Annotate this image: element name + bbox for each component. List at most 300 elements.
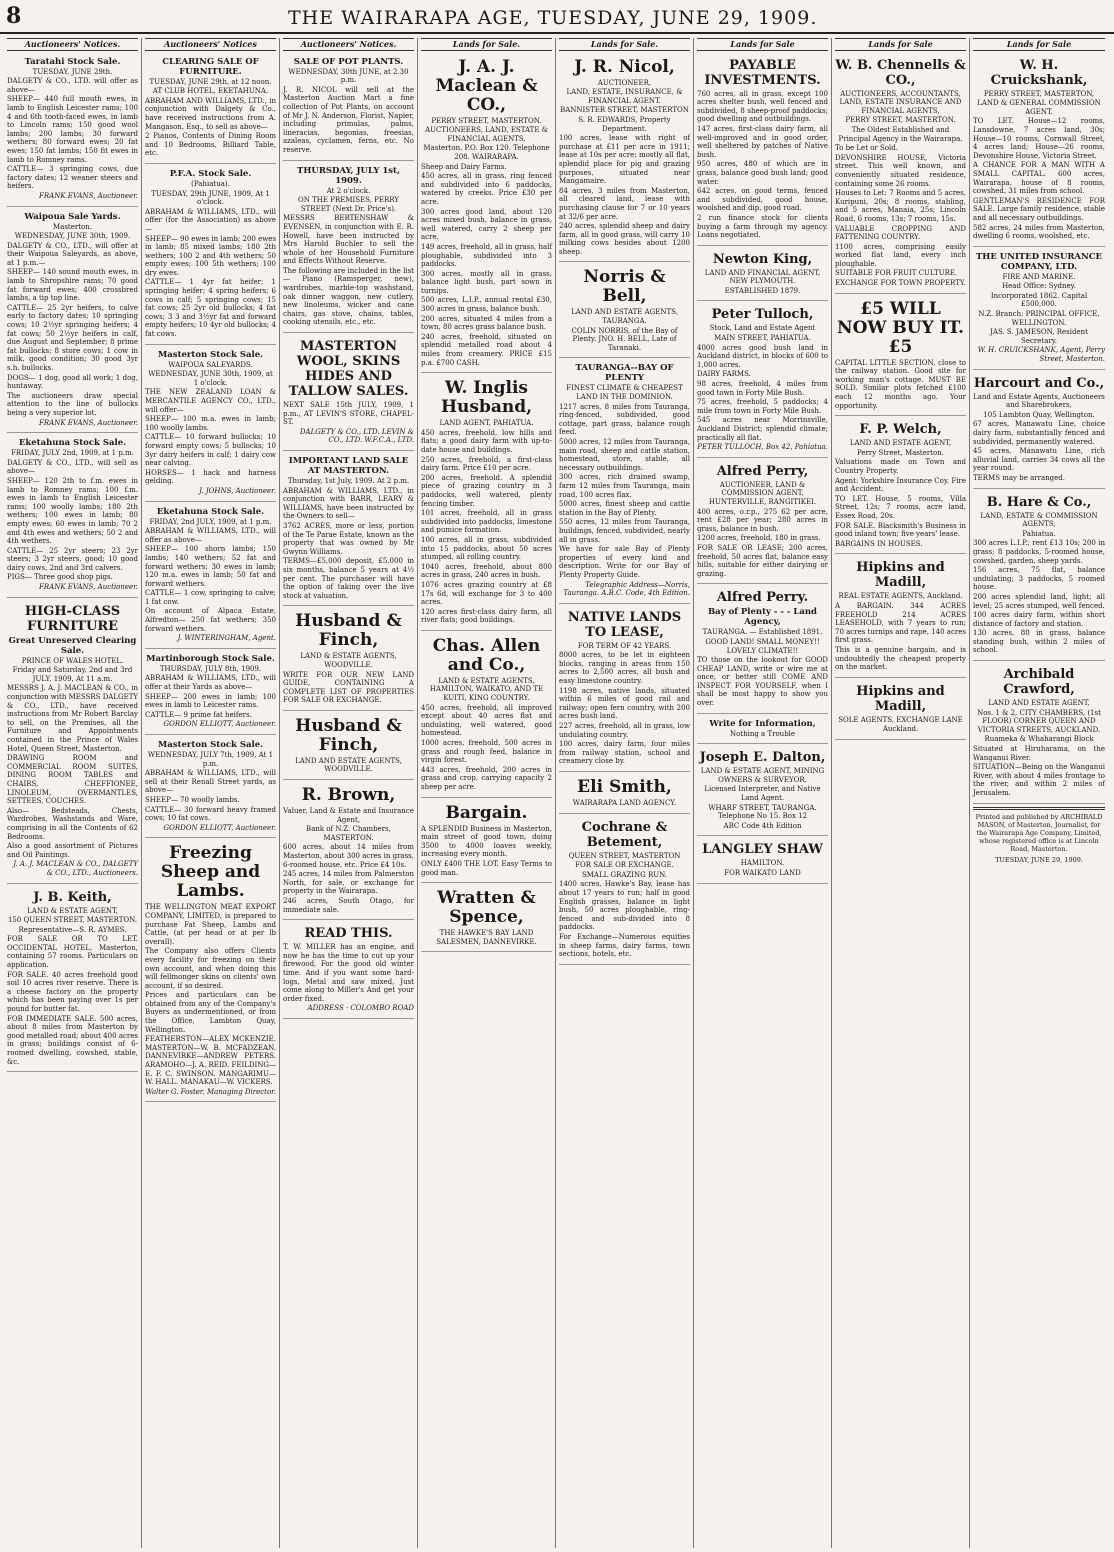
ad-centered-line: LAND & ESTATE AGENTS, WOODVILLE. [300,652,397,669]
advertisement [421,375,552,631]
ad-paragraph: CATTLE— 30 forward heavy framed cows; 10 fat cows. [145,805,276,823]
ad-centered-line: BANNISTER STREET, MASTERTON [560,106,689,115]
ad-heading: HIGH-CLASS FURNITURE [24,603,121,634]
ad-paragraph: 75 acres, freehold, 5 paddocks; 4 mile from town in Forty Mile Bush. [697,398,828,415]
ad-centered-line: Valuer, Land & Estate and Insurance Agent, [283,807,414,824]
advertisement [421,885,552,952]
ad-centered-line: Land and Estate Agents, Auctioneers and Sharebrokers, [973,392,1105,410]
ad-heading: Alfred Perry. [716,590,809,606]
ad-centered-line: Head Office: Sydney. [1002,282,1076,291]
ad-paragraph: 240 acres, freehold, situated on splendid metalled road about 4 miles from creamery. PRICE £15 p.a. £700 CASH. [421,332,552,367]
ad-centered-line: QUEEN STREET, MASTERTON [568,851,681,860]
newspaper-title: THE WAIRARAPA AGE, TUESDAY, JUNE 29, 1909. [287,7,818,29]
ad-signature: Walter G. Foster, Managing Director. [145,1087,276,1096]
ad-heading: J. B. Keith, [33,889,112,905]
advertisement [973,249,1105,370]
ad-heading-large: Wratten & Spence, [437,888,536,928]
column-1 [4,38,142,1548]
ad-paragraph: SHEEP— 140 sound mouth ewes, in lamb to Shropshire rams; 70 good fat forward ewes; 400 crossbred lambs, a tip top line. [7,268,138,303]
ad-centered-line: Representative—S. R. AYMES. [18,925,127,934]
ad-paragraph: THE WELLINGTON MEAT EXPORT COMPANY, LIMITED, is prepared to purchase Fat Sheep, Lambs and Cattle, (at per head or at per lb overall). [145,903,276,946]
ad-paragraph: 300 acres L.I.P.; rent £13 10s; 200 in grass; 8 paddocks, 5-roomed house, cowshed, garden, sheep yards. [973,539,1105,565]
ad-centered-line: AT CLUB HOTEL, EKETAHUNA. [152,87,269,96]
ad-paragraph: DEVONSHIRE HOUSE, Victoria street. This well known, and conveniently situated residence, containing some 26 rooms. [835,153,966,188]
ad-heading: Newton King, [712,251,813,267]
ad-heading: Alfred Perry, [716,463,809,479]
ad-centered-line: REAL ESTATE AGENTS, Auckland. [838,592,963,601]
advertisement [7,600,138,884]
ad-centered-line: Masterton. [53,222,92,231]
ad-paragraph: A BARGAIN. 344 ACRES FREEHOLD 214 ACRES LEASEHOLD, with 7 years to run; 70 acres turnips and rape, 140 acres first grass. [835,601,966,645]
ad-paragraph: 300 acres, mostly all in grass, balance light bush, part sown in turnips. [421,269,552,295]
column-2 [142,38,280,1548]
ad-heading: Joseph E. Dalton, [699,750,826,766]
advertisement [835,418,966,554]
ad-heading-large: Freezing Sheep and Lambs. [160,843,261,902]
ad-paragraph: SITUATION—Being on the Wanganui River, with about 4 miles frontage to the river, and within 2 miles of Jerusalem. [973,763,1105,797]
ad-centered-line: WEDNESDAY, 30th JUNE, at 2.30 p.m. [288,67,409,85]
ad-centered-line: JAS. S. JAMESON, Resident Secretary. [990,328,1088,345]
ad-paragraph: SHEEP— 90 ewes in lamb; 200 ewes in lamb; 85 mixed lambs; 180 2th wethers; 100 2 and 4th wethers; 50 empty ewes; 100 5th wethers; 100 dry ewes. [145,234,276,277]
ad-paragraph: Also a good assortment of Pictures and Oil Paintings. [7,842,138,859]
ad-centered-line: ESTABLISHED 1879. [724,286,801,295]
ad-centered-line: At 2 o'clock. [326,186,371,195]
ad-paragraph: 642 acres, on good terms, fenced and subdivided, good house, woolshed and dip, good road. [697,187,828,213]
advertisement [7,435,138,598]
ad-heading: B. Hare & Co., [986,494,1092,510]
ad-centered-line: WAIPOUA SALEYARDS. [168,360,253,369]
ad-paragraph: NEXT SALE 15th JULY, 1909, 1 p.m., AT LEVIN'S STORE, CHAPEL-ST. [283,401,414,427]
ad-subheading: Masterton Stock Sale. [157,349,264,360]
column-6 [694,38,832,1548]
ad-heading: Hipkins and Madill, [856,683,945,714]
ad-centered-line: 105 Lambton Quay, Wellington. [983,410,1095,419]
ad-subheading: IMPORTANT LAND SALE AT MASTERTON. [288,456,409,476]
ad-heading-large: £5 WILL NOW BUY IT. £5 [837,298,964,357]
ad-centered-line: LAND AND ESTATE AGENTS, WOODVILLE. [295,756,402,774]
ad-centered-line: PERRY STREET, MASTERTON, [983,89,1095,98]
ad-paragraph: 227 acres, freehold, all in grass, low undulating country. [559,722,690,739]
ad-centered-line: FRIDAY, 2nd JULY, 1909, at 1 p.m. [149,517,272,526]
ad-paragraph: TO LET. House, 5 rooms, Villa Street, 12s; 7 rooms, acre land, Essex Road, 20s. [835,494,966,520]
ad-centered-line: FOR TERM OF 42 YEARS. [577,641,672,650]
ad-paragraph: 5000 acres, 12 miles from Tauranga, main road, sheep and cattle station, homestead, store, stable, all necessary outbuildings. [559,438,690,472]
ad-paragraph: MESSRS BERTENSHAW & EVENSEN, in conjunction with E. R. Howell, have been instructed by Mrs Harold Buchler to sell the whole of her Household Furniture and Effects Without Reserve. [283,214,414,266]
ad-signature: J. A. J. MACLEAN & CO., DALGETY & CO., LTD., Auctioneers. [13,860,138,877]
ad-heading: NATIVE LANDS TO LEASE, [567,609,682,640]
ad-paragraph: CATTLE— 9 prime fat heifers. [145,710,252,719]
ad-paragraph: 120 acres first-class dairy farm, all river flats; good buildings. [421,607,552,625]
ad-paragraph: 250 acres, freehold, a first-class dairy farm. Price £10 per acre. [421,455,552,473]
ad-paragraph: VALUABLE CROPPING AND FATTENING COUNTRY. [835,224,966,242]
ad-paragraph: We have for sale Bay of Plenty properties of every kind and description. Write for our Bay of Plenty Property Guide. [559,545,690,579]
ad-heading: Archibald Crawford, [1003,667,1075,698]
ad-paragraph: 1400 acres, Hawke's Bay, lease has about 17 years to run; half in good English grasses, balance in light bush, 50 acres ploughable, ring-fenced and sub-divided into 8 paddocks. [559,880,690,932]
ad-paragraph: DRAWING ROOM and COMMERCIAL ROOM SUITES, DINING ROOM TABLES and CHAIRS, CHEFFIONEE, LINOLEUM, OVERMANTLES, SETTEES, COUCHES. [7,754,138,806]
advertisement [7,209,138,434]
ad-heading-large: Husband & Finch, [295,715,402,755]
ad-centered-line: Pahiatua. [1022,529,1056,538]
ad-centered-line: The Oldest Established and Principal Agency in the Wairarapa. [838,125,963,143]
ad-centered-line: FOR SALE OR EXCHANGE. [575,861,674,870]
ad-centered-line: FRIDAY, JULY 2nd, 1909, at 1 p.m. [11,449,134,458]
ad-paragraph: T. W. MILLER has an engine, and now he has the time to cut up your firewood, For the good old winter time. And if you want some hard-logs, Metal and saw mixed, Just come along to Miller's And get your order fixed. [283,943,414,1003]
advertisement [283,453,414,606]
ad-centered-line: TUESDAY, 29th JUNE, 1909, At 1 o'clock. [151,189,270,207]
ad-centered-line: WEDNESDAY, JULY 7th, 1909, At 1 p.m. [147,751,274,768]
ad-signature: Telegraphic Address—Norris, Tauranga. A.B.C. Code, 4th Edition. [563,580,690,598]
ad-paragraph: FOR SALE OR LEASE; 200 acres, freehold, 50 acres flat, balance easy hills, suitable for either dairying or grazing. [697,543,828,578]
ad-subheading: Bay of Plenty - - - Land Agency, [708,607,817,628]
ad-centered-line: Nos. 1 & 2, CITY CHAMBERS, (1st FLOOR) CORNER QUEEN AND VICTORIA STREETS, AUCKLAND. [977,708,1101,734]
ad-centered-line: MAIN STREET, PAHIATUA. [714,334,811,343]
column-header: Lands for Sale [697,38,828,51]
ad-heading-large: R. Brown, [301,785,396,806]
ad-heading-large: Bargain. [445,802,528,823]
ad-signature: ADDRESS · COLOMBO ROAD [307,1004,414,1013]
ad-subheading: Waipoua Sale Yards. [24,211,121,222]
ad-paragraph: SHEEP— 200 ewes in lamb; 100 ewes in lamb to Leicester rams. [145,692,276,710]
ad-paragraph: 300 acres, rich drained swamp, farm 12 miles from Tauranga, main road, 100 acres flax. [559,473,690,499]
ad-paragraph: SUITABLE FOR FRUIT CULTURE. [835,269,958,278]
ad-paragraph: 147 acres, first-class dairy farm, all well-improved and in good order, well sheltered by patches of Native bush. [697,124,828,159]
ad-paragraph: Sheep and Dairy Farms. [421,162,507,171]
ad-paragraph: 3762 ACRES, more or less, portion of the Te Parae Estate, known as the property that was owned by Mr Gwynn Williams. [283,521,414,556]
ad-centered-line: Ruameka & Whaharangi Block [984,735,1094,744]
ad-paragraph: 400 acres, o.r.p., 275 62 per acre, rent £28 per year; 280 acres in grass, balance in bush. [697,507,828,533]
column-header: Auctioneers' Notices [145,38,276,51]
ad-paragraph: 8000 acres, to be let in eighteen blocks, ranging in areas from 150 acres to 2,500 acres, all bush and easy limestone country. [559,651,690,686]
advertisement [973,372,1105,489]
ad-paragraph: 550 acres, 12 miles from Tauranga, buildings, fenced, subdivided, nearly all in grass. [559,518,690,544]
ad-heading: W. H. Cruickshank, [990,57,1088,88]
advertisement [973,663,1105,804]
ad-centered-line: (Pahiatua). [191,179,230,188]
ad-centered-line: 150 QUEEN STREET, MASTERTON. [7,916,138,925]
imprint-date: TUESDAY, JUNE 29, 1909. [995,855,1083,864]
ad-paragraph: FEATHERSTON—ALEX MCKENZIE. MASTERTON—W. B. MCFADZEAN. DANNEVIRKE—ANDREW PETERS. ARAMOHO—J. A. REID. FEILDING—E. F. C. SWINSON. MANGARIMU—W. HALL. MANAKAU—W. VICKERS. [145,1035,276,1087]
ad-subheading: Write for Information, [709,718,816,729]
ad-paragraph: 100 acres, lease with right of purchase at £11 per acre in 1911; lease at 10s per acre; mostly all flat, splendid place for pig and grazing purposes, situated near Mangamaire. [559,134,690,186]
advertisement [559,54,690,263]
ad-centered-line: WAIRARAPA LAND AGENCY. [572,799,677,807]
ad-paragraph: DALGETY & CO., LTD., will offer at their Waipoua Saleyards, as above, at 1 p.m.— [7,241,138,267]
ad-centered-line: TUESDAY, JUNE 29th, at 12 noon. [149,77,272,86]
ad-paragraph: SHEEP— 100 shorn lambs; 150 lambs; 140 wethers; 52 fat and forward wethers; 30 ewes in lamb; 120 m.a. ewes in lamb; 50 fat and forward wethers. [145,545,276,588]
advertisement [145,166,276,345]
advertisement [283,163,414,334]
advertisement [283,922,414,1019]
ad-centered-line: THE HAWKE'S BAY LAND SALESMEN, DANNEVIRKE. [436,929,537,946]
advertisement [421,633,552,798]
ad-paragraph: 1100 acres, comprising easily worked flat land, every inch ploughable. [835,242,966,268]
ad-heading: READ THIS. [304,926,393,942]
ad-paragraph: FOR SALE. Blacksmith's Business in good inland town; five years' lease. [835,521,966,539]
ad-heading: W. B. Chennells & CO., [835,57,966,88]
ad-paragraph: Valuations made on Town and Country Property. [835,458,966,475]
ad-centered-line: FINEST CLIMATE & CHEAPEST LAND IN THE DOMINION. [566,384,683,402]
ad-centered-line: Licensed Interpreter, and Native Land Agent. [704,785,821,803]
ad-paragraph: 950 acres, 480 of which are in grass, balance good bush land; good water. [697,160,828,186]
ad-centered-line: Incorporated 1862. Capital £500,000. [990,291,1088,309]
ad-centered-line: ABC Code 4th Edition [723,821,802,830]
ad-centered-line: GOOD LAND! SMALL MONEY!! LOVELY CLIMATE!! [705,637,820,655]
ad-paragraph: 200 acres, freehold. A splendid piece of grazing country in 3 paddocks, well watered, plenty fencing timber. [421,473,552,508]
ad-centered-line: TAURANGA. — Established 1891. [702,628,823,637]
advertisement [835,680,966,740]
ad-paragraph: Prices and particulars can be obtained from any of the Company's Buyers as undermentioned, or from the Office, Lambton Quay, Wellington. [145,991,276,1034]
ad-paragraph: SHEEP— 440 full mouth ewes, in lamb to English Leicester rams; 100 4 and 6th tooth-faced ewes, in lamb to Lincoln rams; 150 good wool lambs; 200 lambs; 30 forward wethers; 80 forward ewes; 20 fat ewes; 150 fat lambs; 150 fit ewes in lamb to Romney rams. [7,95,138,164]
column-header: Lands for Sale. [421,38,552,51]
advertisement [145,504,276,649]
ad-paragraph: ABRAHAM & WILLIAMS, LTD., will sell at their Renall Street yards, as above— [145,769,276,795]
ad-paragraph: 300 acres good land, about 120 acres mixed bush, balance in grass, well watered, carry 2 sheep per acre. [421,207,552,242]
ad-paragraph: The following are included in the list— Piano (Ramsperger, new), wardrobes, marble-top washstand, oak dinner waggon, new cutlery, new linoleums, wicker and cane chairs, gas stove, chains, tables, cooking utensils, etc., etc. [283,266,414,327]
ad-paragraph: 545 acres near Morrinsville, Auckland District; splendid climate; practically all flat. [697,416,828,442]
advertisement [145,347,276,502]
ad-centered-line: LAND AND FINANCIAL AGENT, NEW PLYMOUTH. [704,268,821,286]
ad-centered-line: WEDNESDAY, JUNE 30th, 1909. [14,232,131,241]
ad-centered-line: AUCTIONEER, LAND & COMMISSION AGENT, HUNTERVILLE, RANGITIKEI. [708,480,817,506]
ad-paragraph: A CHANCE FOR A MAN WITH A SMALL CAPITAL. 600 acres, Wairarapa, house of 8 rooms, cowshed, 31 miles from school. [973,161,1105,196]
ad-paragraph: CAPITAL LITTLE SECTION, close to the railway station. Good site for working man's cottage. MUST BE SOLD. Similar plots fetched £100 each 12 months ago. Your opportunity. [835,358,966,410]
advertisement [145,737,276,838]
ad-heading: Hipkins and Madill, [856,560,945,591]
ad-centered-line: AUCTIONEERS, ACCOUNTANTS, LAND, ESTATE INSURANCE AND FINANCIAL AGENTS, [839,89,962,115]
ad-centered-line: FOR WAIKATO LAND [724,869,801,877]
ad-paragraph: This is a genuine bargain, and is undoubtedly the cheapest property on the market. [835,645,966,672]
ad-paragraph: To be Let or Sold. [835,144,898,153]
ad-centered-line: LAND AGENT, PAHIATUA. [439,419,534,428]
ad-subheading: SALE OF POT PLANTS. [293,56,404,67]
advertisement [835,556,966,677]
ad-paragraph: Situated at Hiruharama, on the Wanganui River. [973,745,1105,762]
advertisement [973,491,1105,662]
ad-paragraph: 100 acres dairy farm, within short distance of factory and station. [973,611,1105,628]
advertisement [697,586,828,713]
ad-centered-line: WEDNESDAY, JUNE 30th, 1909, at 1 o'clock. [148,370,273,387]
ad-paragraph: FOR SALE OR TO LET. OCCIDENTAL HOTEL, Masterton, containing 57 rooms. Particulars on application. [7,935,138,970]
advertisement [559,816,690,965]
ad-signature: W. H. CRUICKSHANK, Agent, Perry Street, Masterton. [977,346,1105,364]
ad-paragraph: 450 acres, all in grass, ring fenced and subdivided into 6 paddocks, watered by creeks. Price £30 per acre. [421,172,552,206]
advertisement [283,608,414,711]
ad-centered-line: Auckland. [882,725,919,734]
ad-centered-line: AUCTIONEERS, LAND, ESTATE & FINANCIAL AGENTS. [425,126,548,143]
ad-paragraph: 1217 acres, 8 miles from Tauranga, ring-fenced, subdivided, good cottage, part grass, balance rough feed. [559,402,690,437]
ad-paragraph: TO LET. House—12 rooms, Lansdowne, 7 acres land, 30s; House—10 rooms, Cornwall Street, 4 acres land; House—26 rooms, Devonshire House, Victoria Street. [973,117,1105,160]
ad-centered-line: PRINCE OF WALES HOTEL. [21,656,124,665]
ad-heading: F. P. Welch, [859,422,942,438]
advertisement [145,840,276,1102]
advertisement [697,716,828,745]
ad-paragraph: MESSRS J. A. J. MACLEAN & CO., in conjunction with MESSRS DALGETY & CO., LTD., have received instructions from Mr Robert Barclay to sell, on the Premises, all the Furniture and Appointments contained in the Prince of Wales Hotel, Queen Street, Masterton. [7,684,138,753]
ad-paragraph: 246 acres, South Otago, for immediate sale. [283,897,414,914]
ad-centered-line: LAND & ESTATE AGENTS, HAMILTON, WAIKATO, AND TE KUITI, KING COUNTRY. [429,676,544,703]
ad-centered-line: LAND AND ESTATE AGENT, [988,699,1090,708]
advertisement [559,606,690,772]
ad-paragraph: ABRAHAM & WILLIAMS, LTD., will offer as above— [145,527,276,544]
ad-paragraph: DALGETY & CO., LTD., will sell as above— [7,458,138,476]
ad-subheading: Great Unreserved Clearing Sale. [8,635,137,656]
ad-paragraph: The Company also offers Clients every facility for freezing on their own account, and when doing this will fellmonger skins on clients' own account, if so desired. [145,947,276,990]
advertisement [697,746,828,836]
ad-heading-large: Chas. Allen and Co., [432,635,541,675]
ad-centered-line: SMALL GRAZING RUN. [581,870,668,879]
column-header: Lands for Sale [835,38,966,51]
ad-paragraph: TO those on the lookout for GOOD CHEAP LAND, write or wire me at once, or better still COME AND INSPECT FOR YOURSELF, when I shall be most happy to show you over. [697,656,828,708]
ad-paragraph: ABRAHAM & WILLIAMS, LTD., will offer at their Yards as above— [145,674,276,692]
ad-paragraph: 500 acres, L.I.P., annual rental £30, 300 acres in grass, balance bush. [421,296,552,314]
ad-centered-line: AUCTIONEER, [597,78,652,87]
advertisement [697,303,828,457]
ad-centered-line: Masterton. P.O. Box 120. Telephone 208. WAIRARAPA. [423,144,550,161]
ad-subheading: Martinborough Stock Sale. [146,653,275,664]
ad-paragraph: 149 acres, freehold, all in grass, half ploughable, subdivided into 3 paddocks. [421,242,552,269]
ad-paragraph: 4000 acres good bush land in Auckland district, in blocks of 600 to 1,000 acres. [697,343,828,369]
ad-signature: PETER TULLOCH, Box 42, Pahiatua. [697,443,828,452]
ad-paragraph: ONLY £400 THE LOT. Easy Terms to good man. [421,859,552,877]
ad-paragraph: 100 acres, dairy farm, four miles from railway station, school and creamery close by. [559,740,690,766]
ad-subheading: THE UNITED INSURANCE COMPANY, LTD. [975,251,1103,272]
ad-paragraph: 600 acres, about 14 miles from Masterton, about 300 acres in grass, 6-roomed house, etc. Price £4 10s. [283,843,415,869]
ad-subheading: THURSDAY, JULY 1st, 1909. [297,165,400,186]
ad-heading: MASTERTON WOOL, SKINS HIDES AND TALLOW SALES. [288,339,409,400]
masthead [0,0,1114,34]
ad-paragraph: CATTLE— 1 4yr fat heifer; 1 springing heifer; 4 spring heifers; 6 cows in calf; 5 springing cows; 15 fat cows; 25 2yr old bullocks; 4 fat cows; 3 3 and 3½yr fat and forward empty heifers; 10 4yr old bullocks; 4 fat cows. [145,278,276,339]
column-8 [970,38,1108,1548]
advertisement [559,360,690,603]
advertisement [7,886,138,1073]
ad-paragraph: 5000 acres, finest sheep and cattle station in the Bay of Plenty. [559,500,690,517]
ad-paragraph: PIGS— Three good shop pigs. [7,573,113,582]
ad-signature: GORDON ELLIOTT, Auctioneer. [163,720,276,729]
ad-centered-line: Friday and Saturday, 2nd and 3rd JULY, 1909, At 11 a.m. [12,666,133,683]
advertisement [697,460,828,585]
column-7 [832,38,970,1548]
ad-subheading: Masterton Stock Sale. [157,740,264,750]
advertisement [145,54,276,164]
ad-subheading: TAURANGA--BAY OF PLENTY [575,363,674,384]
ad-heading: LANGLEY SHAW [702,842,823,858]
ad-paragraph: 67 acres, Manawatu Line, choice dairy farm, substantially fenced and subdivided, permanently watered. [973,420,1105,446]
advertisement [559,264,690,358]
advertisement [973,54,1105,247]
ad-paragraph: 450 acres, freehold, low hills and flats; a good dairy farm with up-to-date house and buildings. [421,428,552,454]
ad-paragraph: DAIRY FARMS. [697,370,751,379]
ad-paragraph: 1076 acres grazing country at £8 17s 6d, will exchange for 3 to 400 acres. [421,580,552,607]
ad-centered-line: Nothing a Trouble [729,729,796,738]
ad-centered-line: LAND & ESTATE AGENT, [27,906,118,915]
column-3 [280,38,418,1548]
ad-paragraph: J. R. NICOL will sell at the Masterton Auction Mart a fine collection of Pot Plants, on account of Mr J. N. Anderson, Florist, Napier, including primulas, palms, lineracias, begonias, freesias, azaleas, cyclamen, ferns, etc. No reserve. [283,85,414,154]
ad-paragraph: EXCHANGE FOR TOWN PROPERTY. [835,279,966,288]
ad-paragraph: 156 acres, 75 flat, balance undulating; 3 paddocks, 5 roomed house. [973,566,1105,592]
advertisement [697,248,828,302]
ad-paragraph: CATTLE— 25 2yr heifers, to calve early to factory dates; 10 springing cows; 10 2½yr springing heifers; 4 fat cows; 50 2½yr heifers in calf, due August and September; 8 prime fat bullocks; 8 store cows; 1 cow in milk, good condition; 30 good 3yr s.h. bullocks. [7,303,138,372]
ad-paragraph: Agent: Yorkshire Insurance Coy. Fire and Accident. [835,476,966,494]
ad-heading-large: Husband & Finch, [295,611,402,651]
ad-heading: Peter Tulloch, [711,307,814,323]
ad-paragraph: 200 acres splendid land, light; all level; 25 acres stumped, well fenced. [973,592,1105,610]
advertisement [283,335,414,451]
ad-centered-line: COLIN NORRIS, of the Bay of Plenty. JNO. H. BELL, Late of Taranaki. [571,326,678,352]
ad-paragraph: For Exchange—Numerous equities in sheep farms, dairy farms, town sections, hotels, etc. [559,932,690,959]
ad-paragraph: 443 acres, freehold, 200 acres in grass and crop, carrying capacity 2 sheep per acre. [421,765,552,791]
ad-paragraph: SHEEP— 120 2th to f.m. ewes in lamb to Romney rams; 100 f.m. ewes in lamb to English Leicester rams; 100 woolly lambs; 180 2th wethers; 100 ewes in lamb; 80 empty ewes; 60 ewes in lamb; 70 2 and 4th ewes and wethers; 50 2 and 4th wethers. [7,476,138,546]
ad-subheading: Eketahuna Stock Sale. [18,438,127,449]
ad-paragraph: 1040 acres, freehold, about 800 acres in grass, 240 acres in bush. [421,562,552,580]
ad-paragraph: 100 acres, all in grass, subdivided into 15 paddocks, about 50 acres stumped, all rolling country. [421,535,552,562]
ad-paragraph: 98 acres, freehold, 4 miles from good town in Forty Mile Bush. [697,380,828,397]
ad-paragraph: 760 acres, all in grass, except 100 acres shelter bush, well fenced and subdivided, 8 sheep-proof paddocks; good dwelling and outbuildings. [697,89,828,124]
page-number: 8 [6,3,22,29]
ad-heading-large: W. Inglis Husband, [440,378,533,418]
ad-centered-line: SOLE AGENTS, EXCHANGE LANE [838,715,963,724]
ad-paragraph: 101 acres, freehold, all in grass subdivided into paddocks, limestone and pumice formation. [421,509,552,535]
ad-heading-large: J. A. J. Maclean & CO., [435,56,538,115]
ad-paragraph: CATTLE— 10 forward bullocks; 10 forward empty cows; 5 bullocks; 10 3yr dairy heifers in calf; 1 dairy cow near calving. [145,433,276,468]
advertisement [283,54,414,161]
ad-paragraph: FOR SALE. 40 acres freehold good soil 10 acres river reserve. There is a cheese factory on the property which has been paying over 1s per pound for butter fat. [7,970,138,1014]
ad-subheading: Taratahi Stock Sale. [24,56,121,67]
ad-paragraph: Houses to Let: 7 Rooms and 5 acres, Kuripuni, 20s; 8 rooms, stabling, and 5 acres, Manaia, 25s; Lincoln Road, 6 rooms, 13s; 7 rooms, 15s. [835,189,966,223]
advertisement [421,54,552,374]
printer-imprint: Printed and published by ARCHIBALD MASON, of Masterton, Journalist, for the Wairarapa Age Company, Limited, whose registered office is at Lincoln Road, Masterton. [975,812,1103,853]
advertisement [697,838,828,883]
ad-paragraph: A SPLENDID Business in Masterton, main street of good town, doing 3500 to 4000 loaves weekly, increasing every month. [421,824,552,859]
ad-centered-line: N.Z. Branch: PRINCIPAL OFFICE, WELLINGTON. [978,310,1100,327]
ad-paragraph: 130 acres, 80 in grass, balance standing bush, within 2 miles of school. [973,629,1105,655]
ad-paragraph: HORSES— 1 hack and harness gelding. [145,468,276,486]
ad-signature: GORDON ELLIOTT, Auctioneer. [163,823,276,832]
ad-subheading: P.F.A. Stock Sale. [169,168,252,179]
ad-centered-line: LAND AND ESTATE AGENT, [849,439,952,448]
ad-centered-line: HAMILTON. [740,859,785,868]
ad-paragraph: 2 Pianos, Contents of Dining Room and 10 Bedrooms, Billiard Table, etc. [145,132,276,158]
ad-centered-line: Bank of N.Z. Chambers, MASTERTON. [306,825,391,842]
ad-paragraph: SHEEP— 70 woolly lambs. [145,795,240,804]
ad-heading-large: Norris & Bell, [583,267,666,307]
column-header: Lands for Sale. [559,38,690,51]
ad-paragraph: 200 acres, situated 4 miles from a town, 80 acres grass balance bush. [421,314,552,332]
ad-paragraph: FOR IMMEDIATE SALE. 500 acres, about 8 miles from Masterton by good metalled road; about 400 acres in grass; buildings consist of 6-roomed dwelling, cowshed, stable, &c. [7,1014,138,1066]
ad-heading-large: Eli Smith, [577,777,672,797]
ad-centered-line: WHARF STREET, TAURANGA. Telephone No 15. Box 12 [708,803,817,821]
ad-paragraph: On account of Alpaca Estate, Alfredton— 250 fat wethers; 350 forward wethers. [145,607,276,633]
ad-paragraph: 245 acres, 14 miles from Palmerston North, for sale, or exchange for property in the Wairarapa. [283,870,414,896]
advertisement [283,782,414,920]
ad-signature: FRANK EVANS, Auctioneer. [39,583,138,592]
advertisement [835,54,966,294]
ad-paragraph: CATTLE— 25 2yr steers; 23 2yr steers; 3 2yr steers, good; 10 good dairy cows, 2nd and 3rd calvers. [7,546,138,572]
ad-centered-line: PERRY STREET, MASTERTON. [845,116,956,125]
ad-paragraph: 45 acres, Manawatu Line, rich alluvial land, carries 34 cows all the year round. [973,447,1105,473]
ad-centered-line: PERRY STREET, MASTERTON. [431,116,542,125]
ad-paragraph: 2 run finance stock for clients buying a farm through my agency. Loans negotiated. [697,213,828,240]
ad-heading-large: J. R. Nicol, [574,56,675,77]
ad-paragraph: DOGS— 1 dog, good all work; 1 dog, huntaway. [7,373,138,391]
ad-centered-line: LAND, ESTATE, INSURANCE, & FINANCIAL AGENT. [566,88,683,105]
column-header: Auctioneers' Notices. [7,38,138,51]
ad-centered-line: THURSDAY, JULY 8th, 1909. [159,664,262,673]
ad-paragraph: 240 acres, splendid sheep and dairy farm, all in good grass, will carry 10 milking cows besides about 1200 sheep. [559,222,690,256]
ad-heading: Harcourt and Co., [973,375,1105,391]
ad-centered-line: Thursday, 1st July, 1909. At 2 p.m. [287,477,410,485]
ad-paragraph: ABRAHAM AND WILLIAMS, LTD., in conjunction with Dalgety & Co., have received instructions from A. Mangason, Esq., to sell as above— [145,96,276,131]
ad-paragraph: Also— Bedsteads, Chests, Wardrobes, Washstands and Ware, comprising in all the Contents of 62 Bedrooms. [7,806,138,841]
ad-paragraph: SHEEP— 100 m.a. ewes in lamb; 100 woolly lambs. [145,415,276,432]
